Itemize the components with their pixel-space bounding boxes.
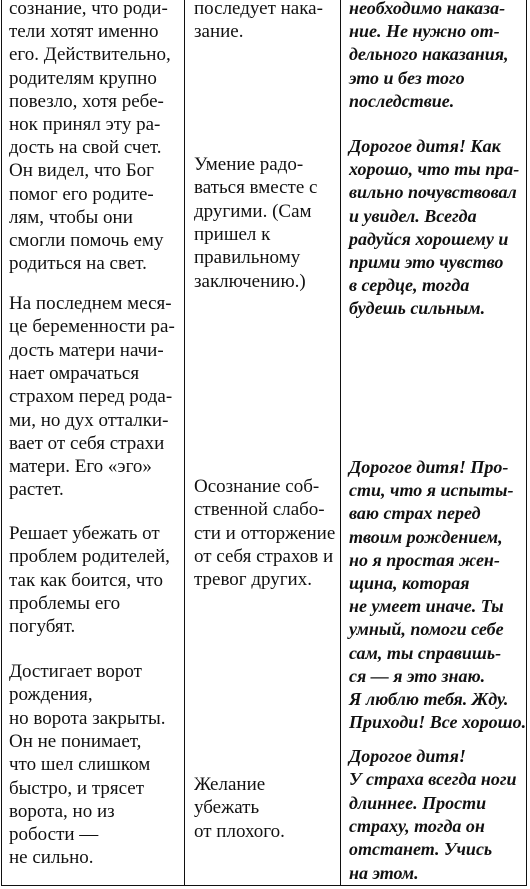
col3-text-line: необходимо наказа- xyxy=(349,0,506,18)
col3-text-line: и увидел. Всегда xyxy=(349,205,477,226)
col3-text-line: У страха всегда ноги xyxy=(349,769,517,790)
col1-text-line: На последнем меся- xyxy=(9,293,172,314)
col2-text-line: правильному xyxy=(194,247,301,269)
col1-text-line: повезло, хотя ребе- xyxy=(9,90,164,112)
col1-text-line: лям, чтобы они xyxy=(9,206,133,228)
col3-text-line: щина, которая xyxy=(349,573,470,593)
col1-text-line: погубят. xyxy=(9,616,76,638)
col3-text-line: последствие. xyxy=(349,90,455,111)
col3-text-line: длиннее. Прости xyxy=(349,792,487,813)
col2-text-line: пришел к xyxy=(194,223,271,245)
table-border-right xyxy=(526,0,527,886)
col3-text-line: вильно почувствовал xyxy=(349,182,517,203)
col3-text-line: страху, тогда он xyxy=(349,815,485,836)
col2-text-line: от себя страхов и xyxy=(194,545,334,567)
table-border-bottom xyxy=(1,885,527,886)
col3-text-line: ние. Не нужно от- xyxy=(349,21,500,42)
col2-text-line: Осознание соб- xyxy=(194,476,320,497)
col3-text-line: но я простая жен- xyxy=(349,549,500,570)
col3-text-line: радуйся хорошему и xyxy=(349,228,509,249)
col3-text-line: прими это чувство xyxy=(349,252,504,272)
col3-text-line: ся — я это знаю. xyxy=(349,665,486,686)
col3-text-line: это и без того xyxy=(349,67,465,88)
col1-text-line: растет. xyxy=(9,479,64,501)
col1-text-line: дость на свой счет. xyxy=(9,137,162,159)
col1-text-line: так как боится, что xyxy=(9,569,163,591)
col3-text-line: Дорогое дитя! Про- xyxy=(349,457,509,477)
col1-text-line: страхом перед рода- xyxy=(9,386,173,408)
col3-text-line: отстанет. Учись xyxy=(349,839,493,860)
column-divider-2 xyxy=(340,0,341,886)
col1-text-line: тели хотят именно xyxy=(9,21,159,43)
col1-text-line: родителям крупно xyxy=(9,67,157,89)
col1-text-line: родиться на свет. xyxy=(9,253,147,275)
col3-text-line: хорошо, что ты пра- xyxy=(349,159,520,180)
col3-text-line: сам, ты справишь- xyxy=(349,642,502,663)
col3-text-line: ваю страх перед xyxy=(349,503,481,524)
col3-text-line: не умеет иначе. Ты xyxy=(349,596,504,617)
col2-text-line: убежать xyxy=(194,797,260,819)
col3-text-line: будешь сильным. xyxy=(349,298,486,319)
col2-text-line: заключению.) xyxy=(194,270,306,292)
col1-text-line: матери. Его «эго» xyxy=(9,456,152,478)
col1-text-line: проблемы его xyxy=(9,592,121,614)
col3-text-line: Дорогое дитя! Как xyxy=(349,136,501,156)
col2-text-line: другими. (Сам xyxy=(194,200,312,222)
col2-text-line: зание. xyxy=(194,21,244,43)
col1-text-line: нает омрачаться xyxy=(9,362,140,384)
col1-text-line: помог его родите- xyxy=(9,183,154,205)
col1-text-line: ворота, но из xyxy=(9,800,115,822)
col2-text-line: сти и отторжение xyxy=(194,522,336,544)
col3-text-line: в сердце, тогда xyxy=(349,275,470,296)
col3-text-line: Я люблю тебя. Жду. xyxy=(349,689,509,709)
col1-text-line: Он не понимает, xyxy=(9,730,142,752)
col1-text-line: не сильно. xyxy=(9,847,94,869)
col1-text-line: сознание, что роди- xyxy=(9,0,168,19)
col1-text-line: дость матери начи- xyxy=(9,339,164,361)
col3-text-line: дельного наказания, xyxy=(349,44,509,65)
col3-text-line: Приходи! Все хорошо. xyxy=(349,712,527,733)
column-divider-1 xyxy=(184,0,185,886)
col1-text-line: робости — xyxy=(9,824,99,846)
col1-text-line: что шел слишком xyxy=(9,754,151,776)
col3-text-line: на этом. xyxy=(349,862,419,883)
col3-text-line: Дорогое дитя! xyxy=(349,746,466,766)
col2-text-line: Желание xyxy=(194,774,266,795)
col1-text-line: смогли помочь ему xyxy=(9,230,164,251)
col1-text-line: рождения, xyxy=(9,684,93,706)
col2-text-line: ственной слабо- xyxy=(194,499,325,521)
col1-text-line: проблем родителей, xyxy=(9,546,170,568)
col3-text-line: сти, что я испыты- xyxy=(349,480,514,501)
col1-text-line: Достигает ворот xyxy=(9,661,142,682)
col1-text-line: вает от себя страхи xyxy=(9,432,165,454)
col3-text-line: умный, помоги себе xyxy=(349,619,504,640)
col1-text-line: Он видел, что Бог xyxy=(9,160,154,182)
col2-text-line: ваться вместе с xyxy=(194,177,318,199)
col1-text-line: нок принял эту ра- xyxy=(9,114,161,135)
col1-text-line: быстро, и трясет xyxy=(9,777,144,799)
col1-text-line: его. Действительно, xyxy=(9,44,171,66)
col2-text-line: от плохого. xyxy=(194,820,285,842)
col2-text-line: последует нака- xyxy=(194,0,323,19)
col2-text-line: тревог других. xyxy=(194,569,312,591)
table-border-left xyxy=(1,0,2,886)
col2-text-line: Умение радо- xyxy=(194,154,304,175)
col1-text-line: це беременности ра- xyxy=(9,316,175,338)
col1-text-line: но ворота закрыты. xyxy=(9,707,166,729)
col3-text-line: твоим рождением, xyxy=(349,526,503,547)
col1-text-line: ми, но дух отталки- xyxy=(9,409,169,431)
col1-text-line: Решает убежать от xyxy=(9,523,160,544)
